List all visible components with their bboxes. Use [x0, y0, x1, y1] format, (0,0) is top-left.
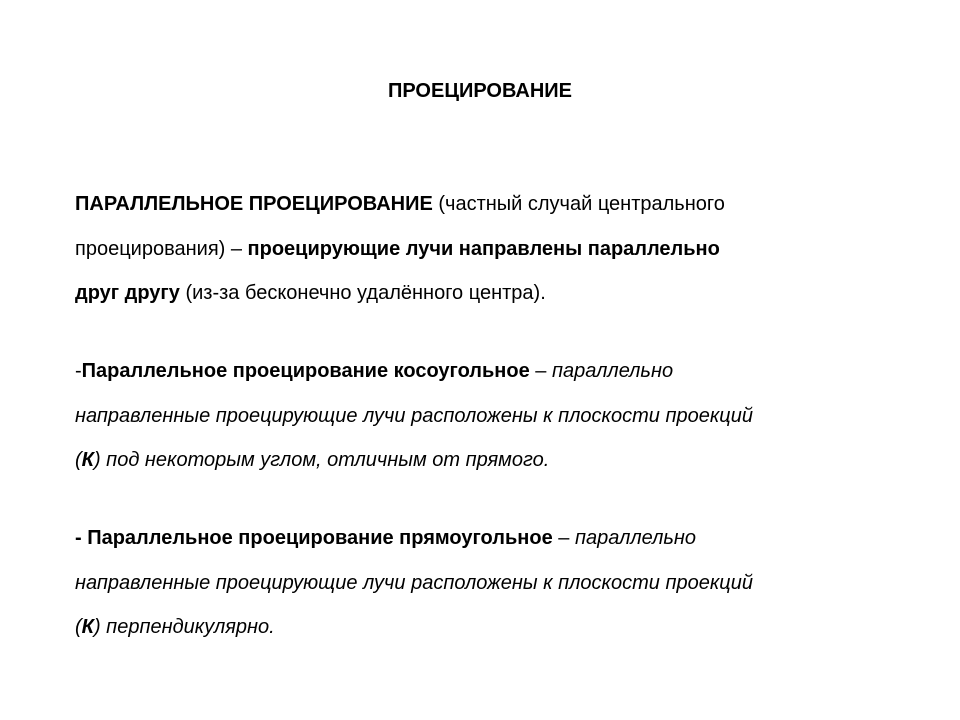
text-line: [75, 605, 905, 650]
italic-run: направленные проецирующие лучи расположены к плоскости проекций: [75, 571, 753, 594]
italic-run: (: [75, 449, 82, 471]
text-run: -: [75, 360, 82, 382]
definition-bold: проецирующие лучи направлены параллельно: [247, 237, 720, 260]
text-line: [75, 561, 905, 606]
plane-label-k: К: [81, 449, 94, 471]
italic-run: параллельно: [551, 360, 674, 382]
text-line: [75, 227, 905, 272]
text-line: [75, 394, 905, 439]
text-line: [75, 271, 905, 316]
plane-label-k: К: [81, 616, 94, 638]
text-run: –: [529, 360, 552, 382]
paragraph-oblique-projection: [75, 349, 905, 483]
text-run: (из-за бесконечно удалённого центра).: [179, 282, 546, 304]
text-run: –: [552, 527, 575, 549]
term-orthogonal-projection: - Параллельное проецирование прямоугольное: [75, 527, 553, 549]
paragraph-orthogonal-projection: [75, 516, 905, 650]
italic-run: ) под некоторым углом, отличным от прямого.: [93, 449, 550, 471]
text-run: (частный случай центрального: [432, 193, 725, 215]
paragraph-parallel-projection: [75, 182, 905, 316]
term-oblique-projection: Параллельное проецирование косоугольное: [81, 360, 530, 382]
definition-bold: друг другу: [75, 282, 180, 304]
text-line: [75, 349, 905, 394]
italic-run: ) перпендикулярно.: [93, 616, 275, 638]
text-line: [75, 182, 905, 227]
text-line: [75, 516, 905, 561]
page-title: ПРОЕЦИРОВАНИЕ: [387, 80, 572, 102]
italic-run: параллельно: [574, 527, 697, 549]
italic-run: направленные проецирующие лучи расположены к плоскости проекций: [75, 404, 753, 427]
italic-run: (: [75, 616, 82, 638]
text-line: [75, 438, 905, 483]
text-run: проецирования) –: [75, 237, 248, 260]
term-parallel-projection: ПАРАЛЛЕЛЬНОЕ ПРОЕЦИРОВАНИЕ: [75, 193, 433, 215]
